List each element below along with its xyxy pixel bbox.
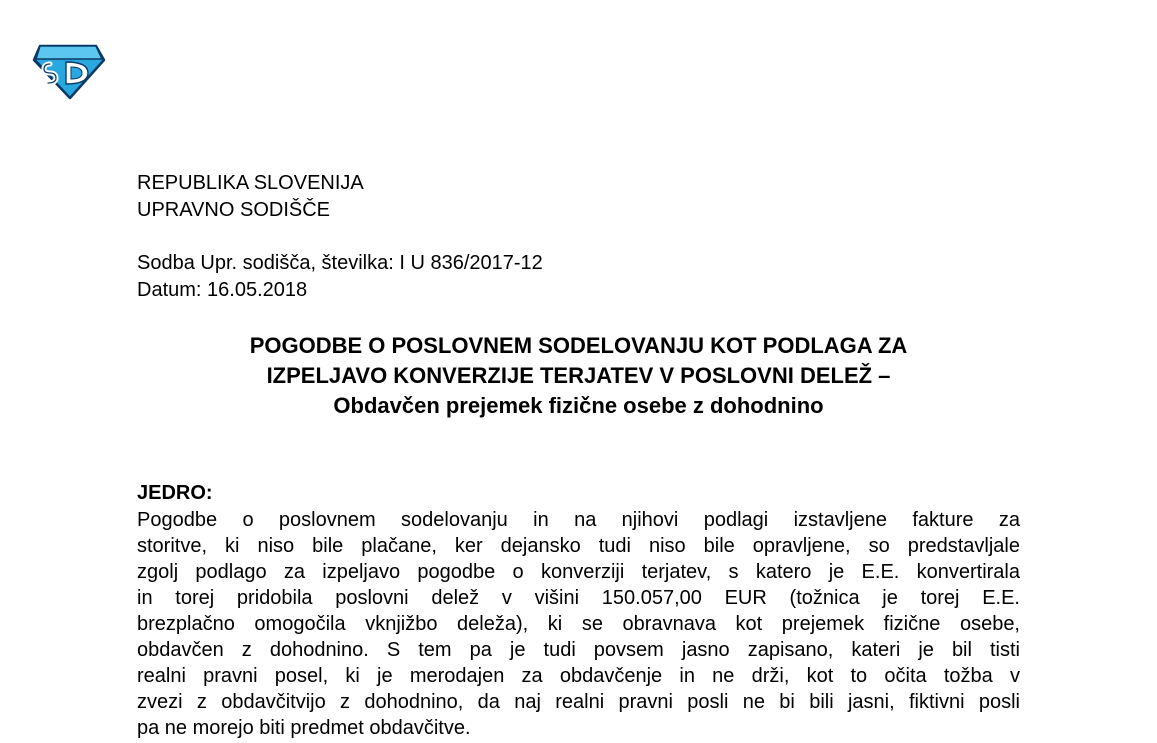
jedro-line: brezplačno omogočila vknjižbo deleža), ki se obravnava kot prejemek fizične osebe, [137,613,1020,635]
jedro-line: storitve, ki niso bile plačane, ker dejansko tudi niso bile opravljene, so predstavljale [137,535,1020,557]
jedro-line: zvezi z obdavčitvijo z dohodnino, da naj realni pravni posli ne bi bili jasni, fiktivni posli [137,691,1020,713]
title-line-2: IZPELJAVO KONVERZIJE TERJATEV V POSLOVNI DELEŽ – [266,363,891,388]
diamond-shield-icon [30,40,106,100]
jedro-line: realni pravni posel, ki je merodajen za obdavčenje in ne drži, kot to očita tožba v [137,665,1020,687]
jedro-line: zgolj podlago za izpeljavo pogodbe o konverziji terjatev, s katero je E.E. konvertirala [137,561,1020,583]
jedro-line: pa ne morejo biti predmet obdavčitve. [137,717,471,739]
sd-diamond-logo [30,40,106,100]
document-title [137,331,1020,421]
jedro-line: obdavčen z dohodnino. S tem pa je tudi povsem jasno zapisano, kateri je bil tisti [137,639,1020,661]
jedro-line: Pogodbe o poslovnem sodelovanju in na njihovi podlagi izstavljene fakture za [137,509,1020,531]
jedro-text [137,507,1020,741]
jedro-heading: JEDRO: [137,482,213,504]
country-name: REPUBLIKA SLOVENIJA [137,172,364,194]
title-line-3: Obdavčen prejemek fizične osebe z dohodnino [333,393,824,418]
judgment-date: Datum: 16.05.2018 [137,279,308,301]
title-line-1: POGODBE O POSLOVNEM SODELOVANJU KOT PODLAGA ZA [249,333,908,358]
court-header [137,170,364,224]
court-name: UPRAVNO SODIŠČE [137,199,330,221]
case-number: Sodba Upr. sodišča, številka: I U 836/2017-12 [137,252,543,274]
jedro-line: in torej pridobila poslovni delež v višini 150.057,00 EUR (tožnica je torej E.E. [137,587,1020,609]
judgment-reference [137,250,543,304]
jedro-section [137,480,1020,741]
